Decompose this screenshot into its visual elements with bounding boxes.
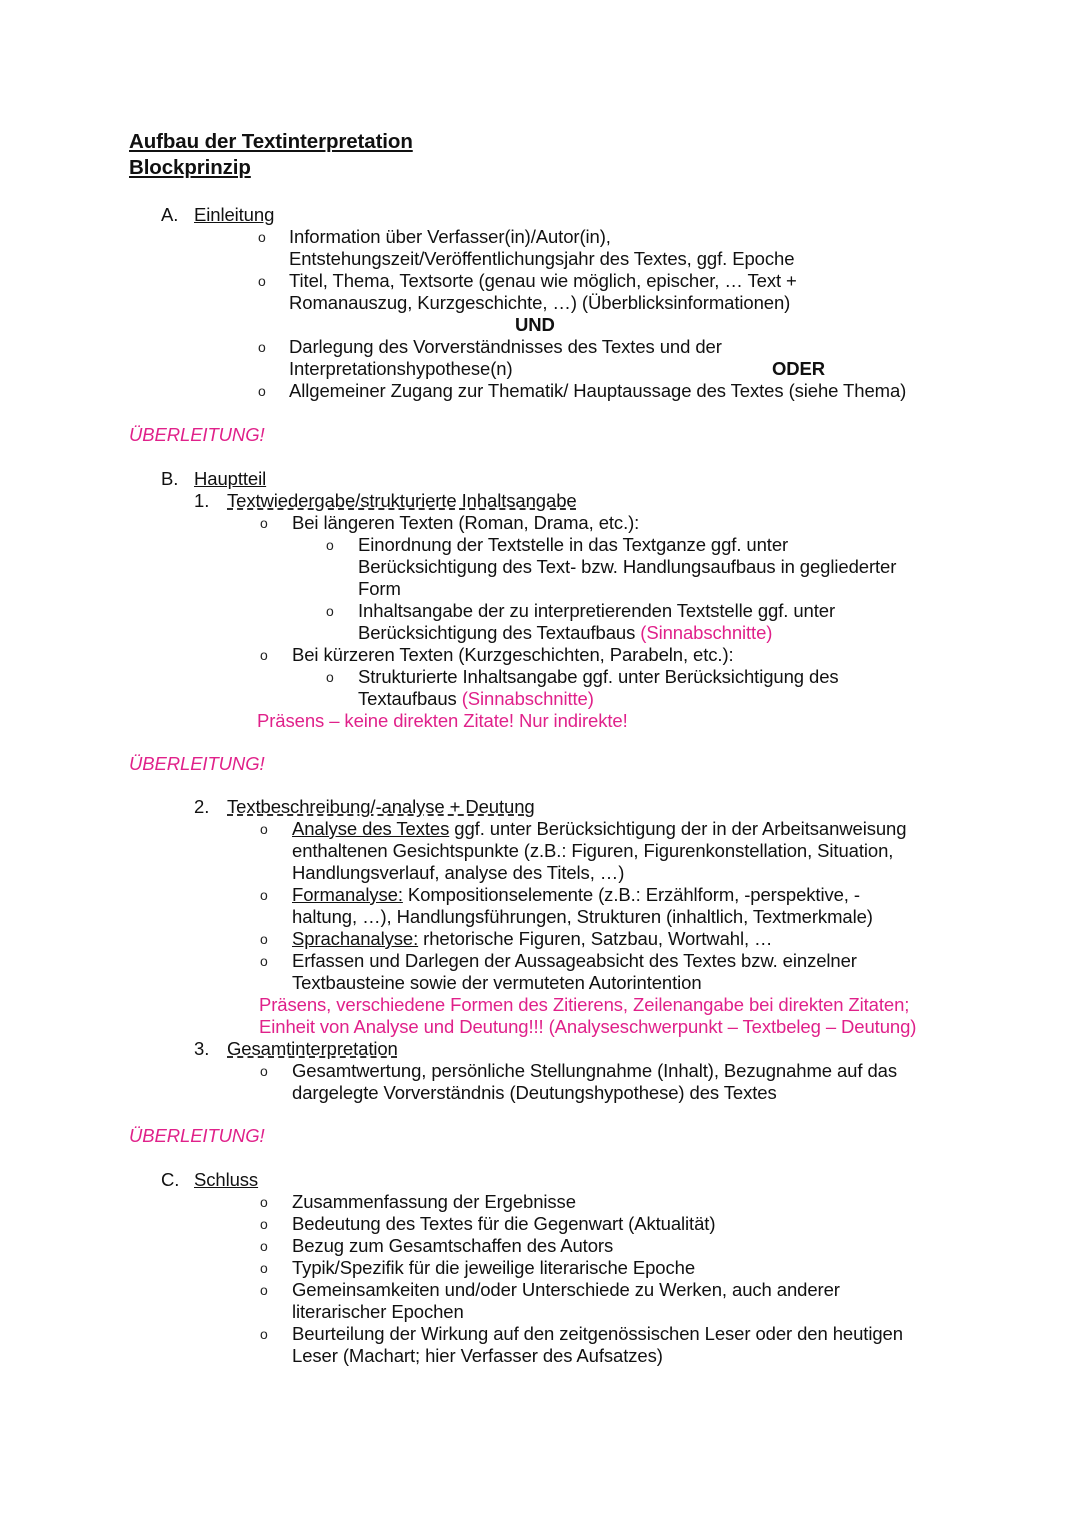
document-title: Aufbau der Textinterpretation (129, 130, 413, 153)
c-bullet-2: Bedeutung des Textes für die Gegenwart (Aktualität) (292, 1213, 716, 1234)
bullet: o (260, 1063, 268, 1079)
bullet: o (260, 1326, 268, 1342)
b-part-1-number: 1. (194, 490, 210, 511)
b2-bullet-4-line-2: Textbausteine sowie der vermuteten Autorintention (292, 972, 702, 993)
bullet: o (258, 339, 266, 355)
b1-bullet-2: Bei kürzeren Texten (Kurzgeschichten, Parabeln, etc.): (292, 644, 734, 665)
a-bullet-2-line-1: Titel, Thema, Textsorte (genau wie möglich, epischer, … Text + (289, 270, 797, 291)
sub-bullet: o (326, 537, 334, 553)
b2-note-line-2: Einheit von Analyse und Deutung!!! (Analyseschwerpunkt – Textbeleg – Deutung) (259, 1016, 917, 1037)
c-bullet-3: Bezug zum Gesamtschaffen des Autors (292, 1235, 614, 1256)
b1-sub-2-line-2 (358, 622, 772, 644)
section-c-marker: C. (161, 1169, 180, 1190)
b1-note: Präsens – keine direkten Zitate! Nur indirekte! (257, 710, 628, 731)
oder-label: ODER (772, 358, 826, 379)
b3-bullet-1-line-1: Gesamtwertung, persönliche Stellungnahme (Inhalt), Bezugnahme auf das (292, 1060, 897, 1081)
b2-bullet-2-line-2: haltung, …), Handlungsführungen, Strukturen (inhaltlich, Textmerkmale) (292, 906, 873, 927)
bullet: o (260, 931, 268, 947)
a-bullet-1-line-1: Information über Verfasser(in)/Autor(in), (289, 226, 611, 247)
bullet: o (260, 515, 268, 531)
c-bullet-6-line-2: Leser (Machart; hier Verfasser des Aufsatzes) (292, 1345, 663, 1366)
und-label: UND (515, 314, 555, 335)
bullet: o (260, 887, 268, 903)
b-part-3-heading: Gesamtinterpretation (227, 1038, 398, 1059)
b1-sub-1-line-2: Berücksichtigung des Text- bzw. Handlungsaufbaus in gegliederter (358, 556, 897, 577)
b-part-3-number: 3. (194, 1038, 210, 1059)
bullet: o (260, 1238, 268, 1254)
document-subtitle: Blockprinzip (129, 156, 251, 179)
formanalyse-label: Formanalyse: (292, 884, 403, 905)
bullet: o (260, 1194, 268, 1210)
b2-bullet-2-line-1 (292, 884, 860, 906)
sinnabschnitte-note: (Sinnabschnitte) (640, 622, 773, 643)
b1-sub-3-line-1: Strukturierte Inhaltsangabe ggf. unter Berücksichtigung des (358, 666, 839, 687)
b2-bullet-4-line-1: Erfassen und Darlegen der Aussageabsicht des Textes bzw. einzelner (292, 950, 857, 971)
bullet: o (260, 647, 268, 663)
section-b-heading: Hauptteil (194, 468, 267, 489)
b2-note-line-1: Präsens, verschiedene Formen des Zitierens, Zeilenangabe bei direkten Zitaten; (259, 994, 910, 1015)
section-b-marker: B. (161, 468, 179, 489)
c-bullet-5-line-1: Gemeinsamkeiten und/oder Unterschiede zu Werken, auch anderer (292, 1279, 840, 1300)
sprachanalyse-label: Sprachanalyse: (292, 928, 419, 949)
bullet: o (258, 229, 266, 245)
section-c-heading: Schluss (194, 1169, 259, 1190)
transition-label-2: ÜBERLEITUNG! (129, 753, 265, 774)
b1-sub-1-line-1: Einordnung der Textstelle in das Textganze ggf. unter (358, 534, 789, 555)
bullet: o (260, 821, 268, 837)
bullet: o (260, 1282, 268, 1298)
a-bullet-3-line-1: Darlegung des Vorverständnisses des Textes und der (289, 336, 722, 357)
b2-bullet-1-line-1 (292, 818, 906, 840)
b2-bullet-1-text: ggf. unter Berücksichtigung der in der Arbeitsanweisung (449, 818, 907, 839)
c-bullet-5-line-2: literarischer Epochen (292, 1301, 464, 1322)
b2-bullet-1-line-3: Handlungsverlauf, analyse des Titels, …) (292, 862, 625, 883)
bullet: o (260, 953, 268, 969)
b1-sub-3-line-2 (358, 688, 594, 710)
b2-bullet-1-line-2: enthaltenen Gesichtspunkte (z.B.: Figuren, Figurenkonstellation, Situation, (292, 840, 894, 861)
a-bullet-4-line-1: Allgemeiner Zugang zur Thematik/ Hauptaussage des Textes (siehe Thema) (289, 380, 907, 401)
b-part-2-heading: Textbeschreibung/-analyse + Deutung (227, 796, 535, 817)
a-bullet-2-line-2: Romanauszug, Kurzgeschichte, …) (Überblicksinformationen) (289, 292, 791, 313)
bullet: o (260, 1260, 268, 1276)
transition-label-3: ÜBERLEITUNG! (129, 1125, 265, 1146)
sub-bullet: o (326, 669, 334, 685)
c-bullet-1: Zusammenfassung der Ergebnisse (292, 1191, 576, 1212)
b-part-2-number: 2. (194, 796, 210, 817)
bullet: o (258, 273, 266, 289)
b2-bullet-3-line-1 (292, 928, 772, 950)
b-part-1-heading: Textwiedergabe/strukturierte Inhaltsangabe (227, 490, 577, 511)
a-bullet-1-line-2: Entstehungszeit/Veröffentlichungsjahr des Textes, ggf. Epoche (289, 248, 795, 269)
b3-bullet-1-line-2: dargelegte Vorverständnis (Deutungshypothese) des Textes (292, 1082, 777, 1103)
b2-bullet-2-text: Kompositionselemente (z.B.: Erzählform, -perspektive, - (402, 884, 860, 905)
bullet: o (258, 383, 266, 399)
a-bullet-3-line-2: Interpretationshypothese(n) (289, 358, 513, 379)
analyse-des-textes-label: Analyse des Textes (292, 818, 450, 839)
sinnabschnitte-note: (Sinnabschnitte) (461, 688, 594, 709)
bullet: o (260, 1216, 268, 1232)
section-a-marker: A. (161, 204, 179, 225)
c-bullet-6-line-1: Beurteilung der Wirkung auf den zeitgenössischen Leser oder den heutigen (292, 1323, 903, 1344)
b1-sub-2-line-1: Inhaltsangabe der zu interpretierenden Textstelle ggf. unter (358, 600, 836, 621)
section-a-heading: Einleitung (194, 204, 275, 225)
b1-sub-1-line-3: Form (358, 578, 401, 599)
b1-sub-3-text: Textaufbaus (358, 688, 457, 709)
b1-bullet-1: Bei längeren Texten (Roman, Drama, etc.): (292, 512, 640, 533)
transition-label-1: ÜBERLEITUNG! (129, 424, 265, 445)
b1-sub-2-text: Berücksichtigung des Textaufbaus (358, 622, 636, 643)
b2-bullet-3-text: rhetorische Figuren, Satzbau, Wortwahl, … (418, 928, 773, 949)
c-bullet-4: Typik/Spezifik für die jeweilige literarische Epoche (292, 1257, 696, 1278)
sub-bullet: o (326, 603, 334, 619)
